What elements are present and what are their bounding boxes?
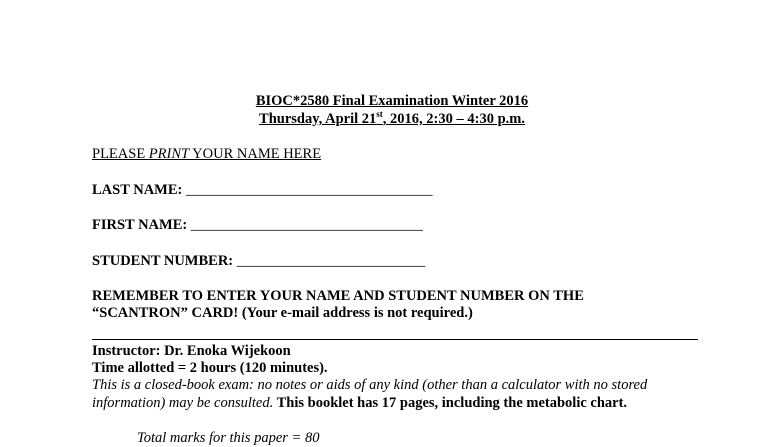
instructor: Instructor: Dr. Enoka Wijekoon bbox=[92, 343, 291, 359]
last-name-row bbox=[92, 182, 433, 199]
section-divider bbox=[92, 339, 698, 340]
exam-date-suffix: , 2016, 2:30 – 4:30 p.m. bbox=[382, 111, 525, 127]
rules-line-2-italic: information) may be consulted. bbox=[92, 395, 274, 411]
student-number-row bbox=[92, 253, 425, 270]
student-number-label: STUDENT NUMBER: bbox=[92, 253, 234, 269]
instruction-suffix: YOUR NAME HERE bbox=[189, 146, 322, 162]
booklet-pages-note: This booklet has 17 pages, including the metabolic chart. bbox=[273, 395, 628, 411]
last-name-label: LAST NAME: bbox=[92, 182, 183, 198]
student-number-field[interactable]: __________________________ bbox=[236, 253, 426, 269]
exam-date-prefix: Thursday, April 21 bbox=[259, 111, 377, 127]
instruction-emphasis: PRINT bbox=[148, 146, 190, 162]
print-name-instruction bbox=[92, 146, 321, 163]
exam-date-superscript: st bbox=[376, 109, 383, 120]
reminder-line-1: REMEMBER TO ENTER YOUR NAME AND STUDENT NUMBER ON THE bbox=[92, 288, 584, 304]
time-allotted: Time allotted = 2 hours (120 minutes). bbox=[92, 360, 328, 376]
reminder-line-2: “SCANTRON” CARD! (Your e-mail address is not required.) bbox=[92, 305, 473, 321]
first-name-row bbox=[92, 217, 423, 234]
first-name-label: FIRST NAME: bbox=[92, 217, 188, 233]
rules-line-2 bbox=[92, 395, 627, 412]
exam-date bbox=[0, 111, 784, 128]
last-name-field[interactable]: __________________________________ bbox=[186, 182, 433, 198]
instruction-prefix: PLEASE bbox=[92, 146, 149, 162]
exam-title: BIOC*2580 Final Examination Winter 2016 bbox=[255, 93, 529, 109]
total-marks: Total marks for this paper = 80 bbox=[137, 430, 320, 446]
rules-line-1: This is a closed-book exam: no notes or aids of any kind (other than a calculator with no stored bbox=[92, 377, 648, 393]
first-name-field[interactable]: ________________________________ bbox=[190, 217, 423, 233]
